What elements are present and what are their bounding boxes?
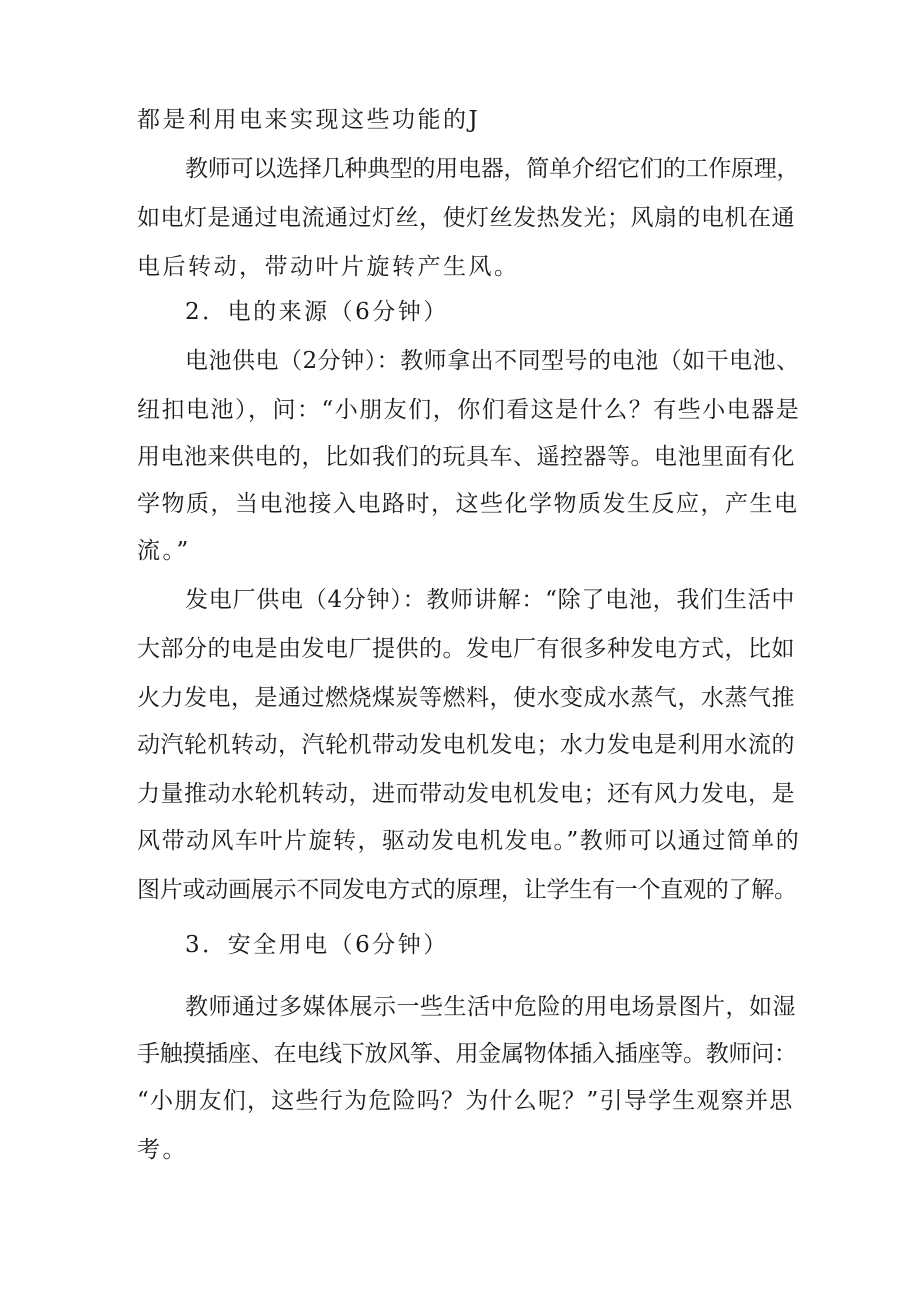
paragraph-line-12: 大部分的电是由发电厂提供的。发电厂有很多种发电方式，比如 (137, 636, 795, 662)
paragraph-line-15: 力量推动水轮机转动，进而带动发电机发电；还有风力发电，是 (137, 781, 795, 807)
paragraph-line-2: 教师可以选择几种典型的用电器，简单介绍它们的工作原理， (185, 156, 800, 182)
section-heading-safe-electricity: 3．安全用电（6分钟） (185, 932, 449, 958)
paragraph-line-19: 教师通过多媒体展示一些生活中危险的用电场景图片，如湿 (185, 994, 796, 1020)
paragraph-line-4: 电后转动，带动叶片旋转产生风。 (137, 254, 520, 280)
paragraph-line-21: “小朋友们，这些行为危险吗？为什么呢？”引导学生观察并思 (137, 1088, 794, 1114)
paragraph-line-20: 手触摸插座、在电线下放风筝、用金属物体插入插座等。教师问： (137, 1041, 797, 1067)
paragraph-line-11: 发电厂供电（4分钟）：教师讲解：“除了电池，我们生活中 (185, 587, 796, 613)
paragraph-line-16: 风带动风车叶片旋转，驱动发电机发电。”教师可以通过简单的 (137, 828, 801, 854)
paragraph-line-7: 纽扣电池），问：“小朋友们，你们看这是什么？有些小电器是 (137, 397, 801, 423)
paragraph-line-8: 用电池来供电的，比如我们的玩具车、遥控器等。电池里面有化 (137, 444, 795, 470)
paragraph-line-22: 考。 (137, 1137, 188, 1163)
section-heading-power-source: 2．电的来源（6分钟） (185, 299, 449, 325)
paragraph-line-13: 火力发电，是通过燃烧煤炭等燃料，使水变成水蒸气，水蒸气推 (137, 685, 795, 711)
paragraph-line-9: 学物质，当电池接入电路时，这些化学物质发生反应，产生电 (137, 491, 799, 517)
paragraph-line-1: 都是利用电来实现这些功能的J (137, 107, 481, 133)
paragraph-line-10: 流。” (137, 538, 191, 564)
paragraph-line-6: 电池供电（2分钟）：教师拿出不同型号的电池（如干电池、 (185, 348, 800, 374)
paragraph-line-3: 如电灯是通过电流通过灯丝，使灯丝发热发光；风扇的电机在通 (137, 205, 795, 231)
paragraph-line-17: 图片或动画展示不同发电方式的原理，让学生有一个直观的了解。 (137, 877, 797, 903)
paragraph-line-14: 动汽轮机转动，汽轮机带动发电机发电；水力发电是利用水流的 (137, 732, 795, 758)
